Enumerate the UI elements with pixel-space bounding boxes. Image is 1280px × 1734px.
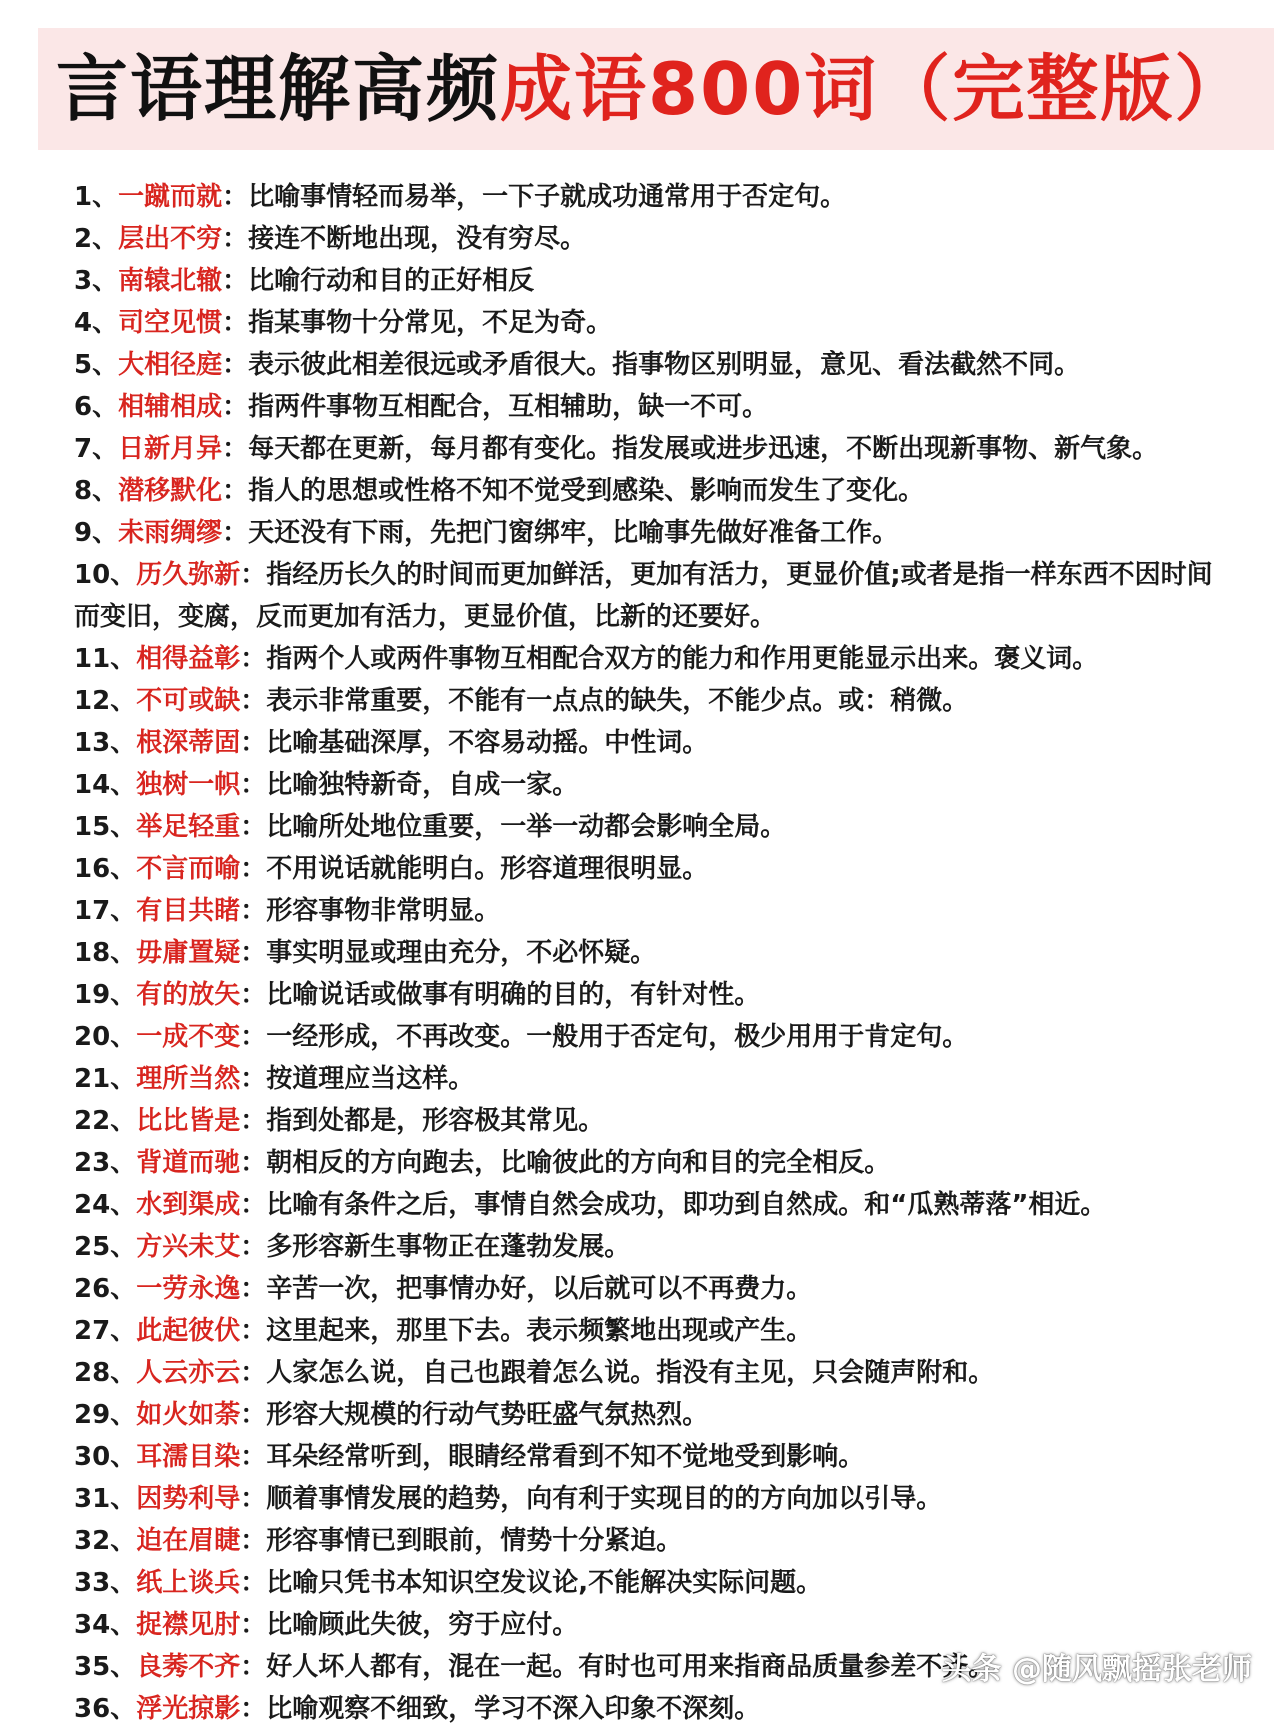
idiom-list [74, 176, 1234, 1730]
list-item [74, 386, 1234, 428]
entry-separator: 、 [110, 1484, 137, 1514]
entry-separator: 、 [110, 728, 137, 758]
entry-idiom: 人云亦云 [136, 1358, 241, 1388]
list-item [74, 1268, 1234, 1310]
entry-colon: ： [240, 1022, 267, 1052]
entry-colon: ： [240, 1232, 267, 1262]
entry-definition: 比喻独特新奇，自成一家。 [266, 770, 579, 800]
entry-separator: 、 [110, 980, 137, 1010]
list-item [74, 344, 1234, 386]
entry-number: 23 [74, 1148, 111, 1178]
entry-colon: ： [240, 728, 267, 758]
entry-idiom: 一蹴而就 [118, 182, 223, 212]
entry-idiom: 纸上谈兵 [136, 1568, 241, 1598]
entry-number: 35 [74, 1652, 111, 1682]
entry-definition: 事实明显或理由充分，不必怀疑。 [266, 938, 657, 968]
entry-idiom: 历久弥新 [136, 560, 241, 590]
entry-idiom: 司空见惯 [118, 308, 223, 338]
entry-separator: 、 [110, 1400, 137, 1430]
entry-idiom: 捉襟见肘 [136, 1610, 241, 1640]
entry-idiom: 举足轻重 [136, 812, 241, 842]
entry-colon: ： [222, 518, 249, 548]
entry-definition: 不用说话就能明白。形容道理很明显。 [266, 854, 709, 884]
entry-definition: 比喻基础深厚，不容易动摇。中性词。 [266, 728, 709, 758]
list-item [74, 1310, 1234, 1352]
entry-definition: 指两件事物互相配合，互相辅助，缺一不可。 [248, 392, 769, 422]
entry-definition: 比喻顾此失彼，穷于应付。 [266, 1610, 579, 1640]
entry-number: 13 [74, 728, 111, 758]
entry-number: 10 [74, 560, 111, 590]
entry-idiom: 一成不变 [136, 1022, 241, 1052]
entry-number: 26 [74, 1274, 111, 1304]
entry-definition: 耳朵经常听到，眼睛经常看到不知不觉地受到影响。 [266, 1442, 865, 1472]
entry-idiom: 比比皆是 [136, 1106, 241, 1136]
entry-separator: 、 [110, 938, 137, 968]
entry-idiom: 不言而喻 [136, 854, 241, 884]
entry-definition: 比喻观察不细致，学习不深入印象不深刻。 [266, 1694, 761, 1724]
entry-number: 20 [74, 1022, 111, 1052]
entry-definition: 朝相反的方向跑去，比喻彼此的方向和目的完全相反。 [266, 1148, 891, 1178]
list-item [74, 302, 1234, 344]
list-item [74, 680, 1234, 722]
entry-colon: ： [240, 1652, 267, 1682]
entry-separator: 、 [92, 182, 119, 212]
list-item [74, 974, 1234, 1016]
list-item [74, 260, 1234, 302]
entry-number: 31 [74, 1484, 111, 1514]
entry-colon: ： [240, 1190, 267, 1220]
entry-number: 29 [74, 1400, 111, 1430]
entry-colon: ： [240, 1358, 267, 1388]
entry-idiom: 相得益彰 [136, 644, 241, 674]
entry-number: 34 [74, 1610, 111, 1640]
entry-number: 3 [74, 266, 93, 296]
entry-definition: 按道理应当这样。 [266, 1064, 475, 1094]
entry-idiom: 未雨绸缪 [118, 518, 223, 548]
entry-definition: 表示彼此相差很远或矛盾很大。指事物区别明显，意见、看法截然不同。 [248, 350, 1081, 380]
entry-separator: 、 [92, 476, 119, 506]
entry-colon: ： [240, 1400, 267, 1430]
entry-idiom: 浮光掠影 [136, 1694, 241, 1724]
entry-number: 27 [74, 1316, 111, 1346]
entry-definition: 表示非常重要，不能有一点点的缺失，不能少点。或：稍微。 [266, 686, 969, 716]
entry-separator: 、 [110, 1232, 137, 1262]
entry-separator: 、 [110, 770, 137, 800]
entry-definition: 辛苦一次，把事情办好，以后就可以不再费力。 [266, 1274, 813, 1304]
list-item [74, 1520, 1234, 1562]
entry-colon: ： [222, 308, 249, 338]
entry-idiom: 独树一帜 [136, 770, 241, 800]
entry-separator: 、 [110, 1358, 137, 1388]
entry-number: 33 [74, 1568, 111, 1598]
entry-definition: 人家怎么说，自己也跟着怎么说。指没有主见，只会随声附和。 [266, 1358, 995, 1388]
entry-colon: ： [240, 1568, 267, 1598]
entry-separator: 、 [110, 686, 137, 716]
entry-definition: 多形容新生事物正在蓬勃发展。 [266, 1232, 631, 1262]
entry-definition: 比喻所处地位重要，一举一动都会影响全局。 [266, 812, 787, 842]
list-item [74, 806, 1234, 848]
entry-idiom: 有目共睹 [136, 896, 241, 926]
title-black-part: 言语理解高频 [56, 47, 501, 131]
entry-number: 9 [74, 518, 93, 548]
entry-separator: 、 [110, 1022, 137, 1052]
entry-separator: 、 [110, 1442, 137, 1472]
entry-idiom: 有的放矢 [136, 980, 241, 1010]
entry-colon: ： [240, 1442, 267, 1472]
entry-number: 15 [74, 812, 111, 842]
entry-separator: 、 [110, 1610, 137, 1640]
entry-definition: 比喻行动和目的正好相反 [248, 266, 535, 296]
entry-idiom: 潜移默化 [118, 476, 223, 506]
entry-number: 30 [74, 1442, 111, 1472]
entry-definition: 接连不断地出现，没有穷尽。 [248, 224, 587, 254]
entry-idiom: 大相径庭 [118, 350, 223, 380]
entry-separator: 、 [110, 1190, 137, 1220]
list-item [74, 1688, 1234, 1730]
entry-definition: 形容事物非常明显。 [266, 896, 501, 926]
entry-definition: 天还没有下雨，先把门窗绑牢，比喻事先做好准备工作。 [248, 518, 899, 548]
entry-idiom: 日新月异 [118, 434, 223, 464]
entry-separator: 、 [110, 644, 137, 674]
entry-colon: ： [240, 644, 267, 674]
entry-colon: ： [240, 1526, 267, 1556]
entry-idiom: 水到渠成 [136, 1190, 241, 1220]
entry-idiom: 毋庸置疑 [136, 938, 241, 968]
entry-definition: 比喻事情轻而易举，一下子就成功通常用于否定句。 [248, 182, 847, 212]
list-item [74, 848, 1234, 890]
list-item [74, 176, 1234, 218]
entry-idiom: 不可或缺 [136, 686, 241, 716]
entry-colon: ： [222, 182, 249, 212]
entry-separator: 、 [110, 1694, 137, 1724]
watermark [942, 1644, 1252, 1688]
entry-definition: 形容事情已到眼前，情势十分紧迫。 [266, 1526, 683, 1556]
list-item [74, 1100, 1234, 1142]
entry-separator: 、 [92, 518, 119, 548]
entry-separator: 、 [110, 854, 137, 884]
entry-colon: ： [240, 1316, 267, 1346]
entry-number: 14 [74, 770, 111, 800]
entry-definition: 指两个人或两件事物互相配合双方的能力和作用更能显示出来。褒义词。 [266, 644, 1099, 674]
list-item [74, 1436, 1234, 1478]
entry-definition: 比喻说话或做事有明确的目的，有针对性。 [266, 980, 761, 1010]
entry-separator: 、 [92, 266, 119, 296]
entry-separator: 、 [92, 434, 119, 464]
entry-separator: 、 [92, 350, 119, 380]
list-item [74, 890, 1234, 932]
watermark-text: 头条 @随风飘摇张老师 [941, 1652, 1252, 1687]
entry-separator: 、 [110, 1148, 137, 1178]
entry-definition: 每天都在更新，每月都有变化。指发展或进步迅速，不断出现新事物、新气象。 [248, 434, 1159, 464]
list-item [74, 1016, 1234, 1058]
entry-colon: ： [240, 1484, 267, 1514]
list-item [74, 1142, 1234, 1184]
entry-colon: ： [240, 1274, 267, 1304]
entry-colon: ： [240, 1148, 267, 1178]
list-item [74, 1058, 1234, 1100]
entry-colon: ： [222, 266, 249, 296]
entry-separator: 、 [92, 392, 119, 422]
entry-number: 25 [74, 1232, 111, 1262]
title-red-part: 成语800词（完整版） [500, 47, 1249, 131]
entry-number: 22 [74, 1106, 111, 1136]
page-title [56, 47, 1249, 131]
list-item [74, 512, 1234, 554]
entry-number: 36 [74, 1694, 111, 1724]
entry-number: 12 [74, 686, 111, 716]
list-item [74, 1226, 1234, 1268]
entry-number: 4 [74, 308, 93, 338]
entry-colon: ： [240, 770, 267, 800]
entry-separator: 、 [110, 1274, 137, 1304]
entry-definition: 指经历长久的时间而更加鲜活，更加有活力，更显价值;或者是指一样东西不因时间而变旧，变腐，反而更加有活力，更显价值，比新的还要好。 [74, 560, 1213, 632]
entry-idiom: 因势利导 [136, 1484, 241, 1514]
entry-idiom: 背道而驰 [136, 1148, 241, 1178]
list-item [74, 1352, 1234, 1394]
entry-idiom: 此起彼伏 [136, 1316, 241, 1346]
list-item [74, 470, 1234, 512]
list-item [74, 1394, 1234, 1436]
entry-idiom: 根深蒂固 [136, 728, 241, 758]
entry-colon: ： [240, 854, 267, 884]
entry-number: 1 [74, 182, 93, 212]
entry-number: 2 [74, 224, 93, 254]
entry-separator: 、 [110, 560, 137, 590]
entry-separator: 、 [110, 812, 137, 842]
list-item [74, 764, 1234, 806]
entry-number: 7 [74, 434, 93, 464]
entry-definition: 顺着事情发展的趋势，向有利于实现目的的方向加以引导。 [266, 1484, 943, 1514]
entry-idiom: 耳濡目染 [136, 1442, 241, 1472]
entry-idiom: 相辅相成 [118, 392, 223, 422]
entry-colon: ： [240, 980, 267, 1010]
entry-definition: 指某事物十分常见，不足为奇。 [248, 308, 613, 338]
entry-idiom: 理所当然 [136, 1064, 241, 1094]
entry-number: 6 [74, 392, 93, 422]
entry-definition: 指到处都是，形容极其常见。 [266, 1106, 605, 1136]
entry-number: 28 [74, 1358, 111, 1388]
entry-colon: ： [240, 686, 267, 716]
entry-idiom: 南辕北辙 [118, 266, 223, 296]
entry-colon: ： [240, 1064, 267, 1094]
entry-definition: 这里起来，那里下去。表示频繁地出现或产生。 [266, 1316, 813, 1346]
list-item [74, 638, 1234, 680]
list-item [74, 428, 1234, 470]
entry-colon: ： [240, 938, 267, 968]
entry-number: 19 [74, 980, 111, 1010]
entry-number: 24 [74, 1190, 111, 1220]
entry-separator: 、 [110, 896, 137, 926]
entry-separator: 、 [110, 1568, 137, 1598]
entry-colon: ： [240, 560, 267, 590]
list-item [74, 932, 1234, 974]
entry-number: 32 [74, 1526, 111, 1556]
entry-colon: ： [240, 1610, 267, 1640]
title-banner [38, 28, 1274, 150]
entry-number: 17 [74, 896, 111, 926]
list-item [74, 218, 1234, 260]
entry-colon: ： [222, 350, 249, 380]
entry-definition: 好人坏人都有，混在一起。有时也可用来指商品质量参差不齐。 [266, 1652, 995, 1682]
entry-idiom: 良莠不齐 [136, 1652, 241, 1682]
entry-separator: 、 [110, 1652, 137, 1682]
entry-separator: 、 [110, 1106, 137, 1136]
list-item [74, 722, 1234, 764]
entry-separator: 、 [92, 308, 119, 338]
entry-idiom: 层出不穷 [118, 224, 223, 254]
entry-number: 8 [74, 476, 93, 506]
entry-separator: 、 [110, 1526, 137, 1556]
entry-colon: ： [222, 476, 249, 506]
entry-colon: ： [222, 434, 249, 464]
entry-colon: ： [222, 224, 249, 254]
entry-number: 16 [74, 854, 111, 884]
entry-definition: 比喻有条件之后，事情自然会成功，即功到自然成。和“瓜熟蒂落”相近。 [266, 1190, 1107, 1220]
entry-idiom: 一劳永逸 [136, 1274, 241, 1304]
entry-separator: 、 [110, 1064, 137, 1094]
entry-definition: 比喻只凭书本知识空发议论,不能解决实际问题。 [266, 1568, 823, 1598]
entry-colon: ： [240, 812, 267, 842]
entry-separator: 、 [110, 1316, 137, 1346]
entry-colon: ： [222, 392, 249, 422]
entry-colon: ： [240, 1694, 267, 1724]
list-item [74, 1604, 1234, 1646]
list-item [74, 554, 1234, 638]
entry-definition: 一经形成，不再改变。一般用于否定句，极少用用于肯定句。 [266, 1022, 969, 1052]
list-item [74, 1478, 1234, 1520]
entry-number: 21 [74, 1064, 111, 1094]
list-item [74, 1184, 1234, 1226]
entry-definition: 指人的思想或性格不知不觉受到感染、影响而发生了变化。 [248, 476, 925, 506]
entry-idiom: 迫在眉睫 [136, 1526, 241, 1556]
entry-number: 11 [74, 644, 111, 674]
entry-colon: ： [240, 1106, 267, 1136]
list-item [74, 1562, 1234, 1604]
entry-idiom: 方兴未艾 [136, 1232, 241, 1262]
entry-separator: 、 [92, 224, 119, 254]
entry-definition: 形容大规模的行动气势旺盛气氛热烈。 [266, 1400, 709, 1430]
entry-idiom: 如火如荼 [136, 1400, 241, 1430]
entry-colon: ： [240, 896, 267, 926]
entry-number: 18 [74, 938, 111, 968]
entry-number: 5 [74, 350, 93, 380]
